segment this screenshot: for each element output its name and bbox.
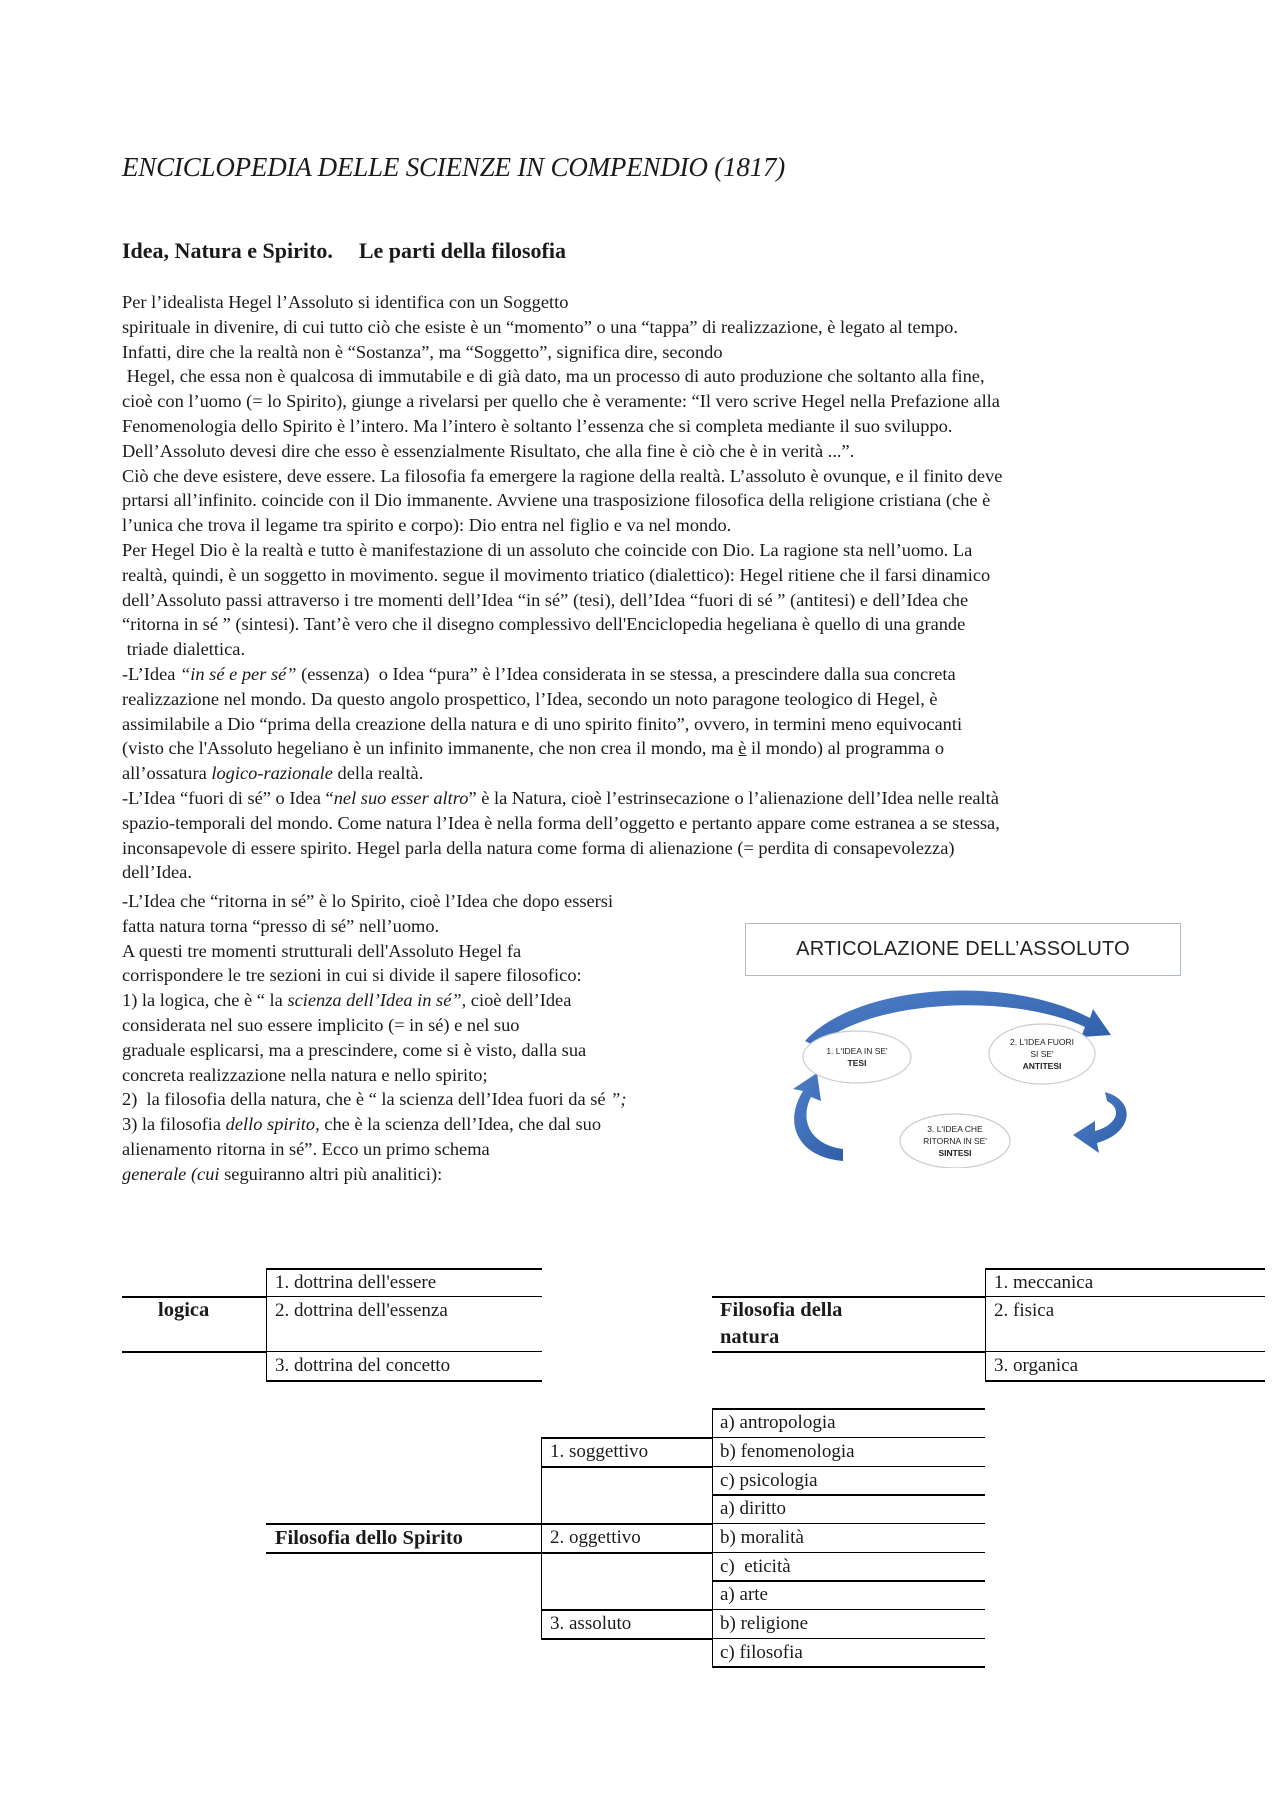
document-title: ENCICLOPEDIA DELLE SCIENZE IN COMPENDIO (1817) bbox=[122, 152, 786, 182]
text-run: -L’Idea “fuori di sé” o Idea “ bbox=[122, 787, 334, 808]
body-line: -L’Idea che “ritorna in sé” è lo Spirito, cioè l’Idea che dopo essersi bbox=[122, 891, 614, 911]
text-run-underline: è bbox=[738, 738, 747, 759]
spirito-item: a) antropologia bbox=[720, 1412, 836, 1433]
rule bbox=[266, 1552, 541, 1554]
body-line: realizzazione nel mondo. Da questo angolo prospettico, l’Idea, secondo un noto paragone teologico di Hegel, è bbox=[122, 688, 938, 709]
text-run: della realtà. bbox=[332, 763, 424, 784]
rule bbox=[541, 1437, 542, 1640]
text-run: seguiranno altri più analitici): bbox=[219, 1163, 443, 1184]
rule bbox=[541, 1523, 712, 1525]
body-line: dell’Assoluto passi attraverso i tre momenti dell’Idea “in sé” (tesi), dell’Idea “fuori di sé ” (antitesi) e dell’Idea che bbox=[122, 589, 969, 610]
text-run: ” è la Natura, cioè l’estrinsecazione o l’alienazione dell’Idea nelle realtà bbox=[468, 787, 999, 808]
spirito-item: c) psicologia bbox=[720, 1470, 818, 1491]
node-label: 1. L'IDEA IN SE' bbox=[826, 1046, 888, 1056]
logica-item: 1. dottrina dell'essere bbox=[275, 1272, 437, 1293]
rule bbox=[266, 1268, 542, 1270]
rule bbox=[541, 1552, 712, 1554]
rule bbox=[712, 1351, 985, 1353]
spirito-item: c) filosofia bbox=[720, 1642, 803, 1663]
idea-fuori-line bbox=[122, 786, 1182, 811]
rule bbox=[712, 1408, 985, 1410]
body-text-left bbox=[122, 889, 722, 1187]
text-run: -L’Idea bbox=[122, 663, 181, 684]
spirito-label: Filosofia dello Spirito bbox=[275, 1527, 463, 1549]
node-label: 3. L'IDEA CHE bbox=[927, 1124, 983, 1134]
rule bbox=[712, 1638, 985, 1639]
rule bbox=[712, 1466, 985, 1467]
text-run-italic: dello spirito, bbox=[225, 1114, 320, 1135]
body-line bbox=[122, 1087, 722, 1112]
node-label: SI SE' bbox=[1030, 1049, 1054, 1059]
spirito-group: 1. soggettivo bbox=[550, 1441, 649, 1462]
body-line: dell’Idea. bbox=[122, 862, 192, 883]
body-line: considerata nel suo essere implicito (= in sé) e nel suo bbox=[122, 1014, 520, 1035]
rule bbox=[712, 1408, 713, 1668]
rule bbox=[985, 1268, 986, 1382]
spirito-group: 2. oggettivo bbox=[550, 1527, 641, 1548]
node-tesi bbox=[803, 1035, 911, 1079]
text-run: che è la scienza dell’Idea, che dal suo bbox=[319, 1114, 602, 1135]
body-line: graduale esplicarsi, ma a prescindere, come si è visto, dalla sua bbox=[122, 1039, 587, 1060]
body-line: Infatti, dire che la realtà non è “Sostanza”, ma “Soggetto”, significa dire, secondo bbox=[122, 341, 723, 362]
rule bbox=[541, 1437, 712, 1439]
rule bbox=[266, 1351, 542, 1352]
body-line: alienamento ritorna in sé”. Ecco un primo schema bbox=[122, 1138, 490, 1159]
rule bbox=[985, 1380, 1265, 1382]
node-sub: ANTITESI bbox=[1022, 1061, 1062, 1071]
body-line: Fenomenologia dello Spirito è l’intero. Ma l’intero è soltanto l’essenza che si completa mediante il suo sviluppo. bbox=[122, 415, 953, 436]
rule bbox=[266, 1380, 542, 1382]
rule bbox=[712, 1437, 985, 1438]
body-line: triade dialettica. bbox=[122, 639, 246, 660]
natura-label: natura bbox=[720, 1326, 780, 1348]
node-sub: TESI bbox=[847, 1058, 867, 1068]
text-run: 2) la filosofia della natura, che è “ la scienza dell’Idea fuori da sé bbox=[122, 1089, 611, 1110]
node-sintesi bbox=[900, 1116, 1010, 1166]
body-line: realtà, quindi, è un soggetto in movimento. segue il movimento triatico (dialettico): Hegel ritiene che il farsi dinamico bbox=[122, 564, 991, 585]
text-run: il mondo) al programma o bbox=[746, 738, 945, 759]
body-text bbox=[122, 290, 1182, 885]
body-line bbox=[122, 1112, 722, 1137]
spirito-item: b) fenomenologia bbox=[720, 1441, 855, 1462]
body-line: cioè con l’uomo (= lo Spirito), giunge a rivelarsi per quello che è veramente: “Il vero scrive Hegel nella Prefazione alla bbox=[122, 391, 1000, 412]
text-run-italic: ”; bbox=[610, 1089, 627, 1110]
spirito-item: b) religione bbox=[720, 1613, 809, 1634]
node-sub: SINTESI bbox=[938, 1148, 972, 1158]
heading-left: Idea, Natura e Spirito. bbox=[122, 238, 333, 263]
logica-item: 3. dottrina del concetto bbox=[275, 1355, 451, 1376]
body-line: spirituale in divenire, di cui tutto ciò che esiste è un “momento” o una “tappa” di realizzazione, è legato al tempo. bbox=[122, 316, 958, 337]
text-run: 1) la logica, che è “ la bbox=[122, 990, 288, 1011]
rule bbox=[712, 1296, 985, 1298]
logica-item: 2. dottrina dell'essenza bbox=[275, 1300, 448, 1321]
text-run-italic: scienza dell’Idea in sé”, bbox=[287, 990, 467, 1011]
rule bbox=[266, 1296, 542, 1297]
section-heading bbox=[122, 238, 566, 264]
body-line bbox=[122, 761, 1182, 786]
body-line: “ritorna in sé ” (sintesi). Tant’è vero che il disegno complessivo dell'Enciclopedia hegeliana è quello di una grande bbox=[122, 614, 966, 635]
logica-label: logica bbox=[158, 1299, 210, 1321]
node-label: RITORNA IN SE' bbox=[923, 1136, 987, 1146]
spirito-item: c) eticità bbox=[720, 1556, 791, 1577]
rule bbox=[266, 1268, 267, 1382]
body-line: l’unica che trova il legame tra spirito e corpo): Dio entra nel figlio e va nel mondo. bbox=[122, 515, 732, 536]
text-run: (essenza) o Idea “pura” è l’Idea considerata in se stessa, a prescindere dalla sua concreta bbox=[296, 663, 956, 684]
body-line: concreta realizzazione nella natura e nello spirito; bbox=[122, 1064, 488, 1085]
body-line: Ciò che deve esistere, deve essere. La filosofia fa emergere la ragione della realtà. L’assoluto è ovunque, e il finito deve bbox=[122, 465, 1003, 486]
diagram-title: ARTICOLAZIONE DELL’ASSOLUTO bbox=[745, 923, 1181, 976]
body-line: fatta natura torna “presso di sé” nell’uomo. bbox=[122, 915, 440, 936]
text-run-italic: generale (cui bbox=[122, 1163, 220, 1184]
node-antitesi bbox=[989, 1030, 1095, 1078]
spirito-item: a) diritto bbox=[720, 1498, 786, 1519]
rule bbox=[122, 1296, 266, 1298]
rule bbox=[712, 1494, 985, 1496]
rule bbox=[122, 1351, 266, 1353]
text-run-italic: logico-razionale bbox=[211, 763, 333, 784]
heading-right: Le parti della filosofia bbox=[358, 238, 566, 263]
text-run: (visto che l'Assoluto hegeliano è un infinito immanente, che non crea il mondo, ma bbox=[122, 738, 739, 759]
assoluto-diagram bbox=[745, 923, 1185, 1168]
rule bbox=[541, 1609, 712, 1611]
text-run: cioè dell’Idea bbox=[466, 990, 572, 1011]
body-line: Per l’idealista Hegel l’Assoluto si identifica con un Soggetto bbox=[122, 292, 569, 312]
rule bbox=[712, 1609, 985, 1610]
rule bbox=[541, 1466, 712, 1468]
arrow-sintesi-tesi bbox=[793, 1073, 843, 1161]
body-line: prtarsi all’infinito. coincide con il Dio immanente. Avviene una trasposizione filosofica della religione cristiana (che è bbox=[122, 490, 991, 511]
natura-item: 1. meccanica bbox=[994, 1272, 1094, 1293]
body-line: Per Hegel Dio è la realtà e tutto è manifestazione di un assoluto che coincide con Dio. La ragione sta nell’uomo. La bbox=[122, 539, 973, 560]
text-run: all’ossatura bbox=[122, 763, 212, 784]
body-line: inconsapevole di essere spirito. Hegel parla della natura come forma di alienazione (= perdita di consapevolezza) bbox=[122, 837, 955, 858]
body-line: spazio-temporali del mondo. Come natura l’Idea è nella forma dell’oggetto e pertanto appare come estranea a se stessa, bbox=[122, 812, 1000, 833]
text-run: 3) la filosofia bbox=[122, 1114, 226, 1135]
rule bbox=[985, 1351, 1265, 1352]
spirito-item: b) moralità bbox=[720, 1527, 804, 1548]
rule bbox=[266, 1523, 541, 1525]
spirito-item: a) arte bbox=[720, 1584, 768, 1605]
spirito-group: 3. assoluto bbox=[550, 1613, 632, 1634]
body-line: Hegel, che essa non è qualcosa di immutabile e di già dato, ma un processo di auto produzione che soltanto alla fine, bbox=[122, 366, 985, 387]
text-run-italic: nel suo esser altro bbox=[333, 787, 469, 808]
natura-item: 3. organica bbox=[994, 1355, 1079, 1376]
body-line bbox=[122, 736, 1182, 761]
rule bbox=[985, 1296, 1265, 1297]
body-line: Dell’Assoluto devesi dire che esso è essenzialmente Risultato, che alla fine è ciò che è in verità ...”. bbox=[122, 440, 855, 461]
rule bbox=[712, 1523, 985, 1524]
rule bbox=[541, 1638, 712, 1640]
body-line bbox=[122, 988, 722, 1013]
rule bbox=[712, 1552, 985, 1553]
rule bbox=[712, 1580, 985, 1582]
body-line: corrispondere le tre sezioni in cui si divide il sapere filosofico: bbox=[122, 965, 582, 986]
arrow-antitesi-sintesi bbox=[1073, 1092, 1127, 1153]
natura-label: Filosofia della bbox=[720, 1299, 843, 1321]
natura-item: 2. fisica bbox=[994, 1300, 1055, 1321]
body-line bbox=[122, 1162, 722, 1187]
rule bbox=[985, 1268, 1265, 1270]
idea-in-se-line bbox=[122, 662, 1182, 687]
body-line: assimilabile a Dio “prima della creazione della natura e di uno spirito finito”, ovvero, in termini meno equivocanti bbox=[122, 713, 963, 734]
node-label: 2. L'IDEA FUORI bbox=[1010, 1037, 1074, 1047]
text-run-italic: “in sé e per sé” bbox=[180, 663, 297, 684]
body-line: A questi tre momenti strutturali dell'Assoluto Hegel fa bbox=[122, 940, 522, 961]
rule bbox=[712, 1666, 985, 1668]
